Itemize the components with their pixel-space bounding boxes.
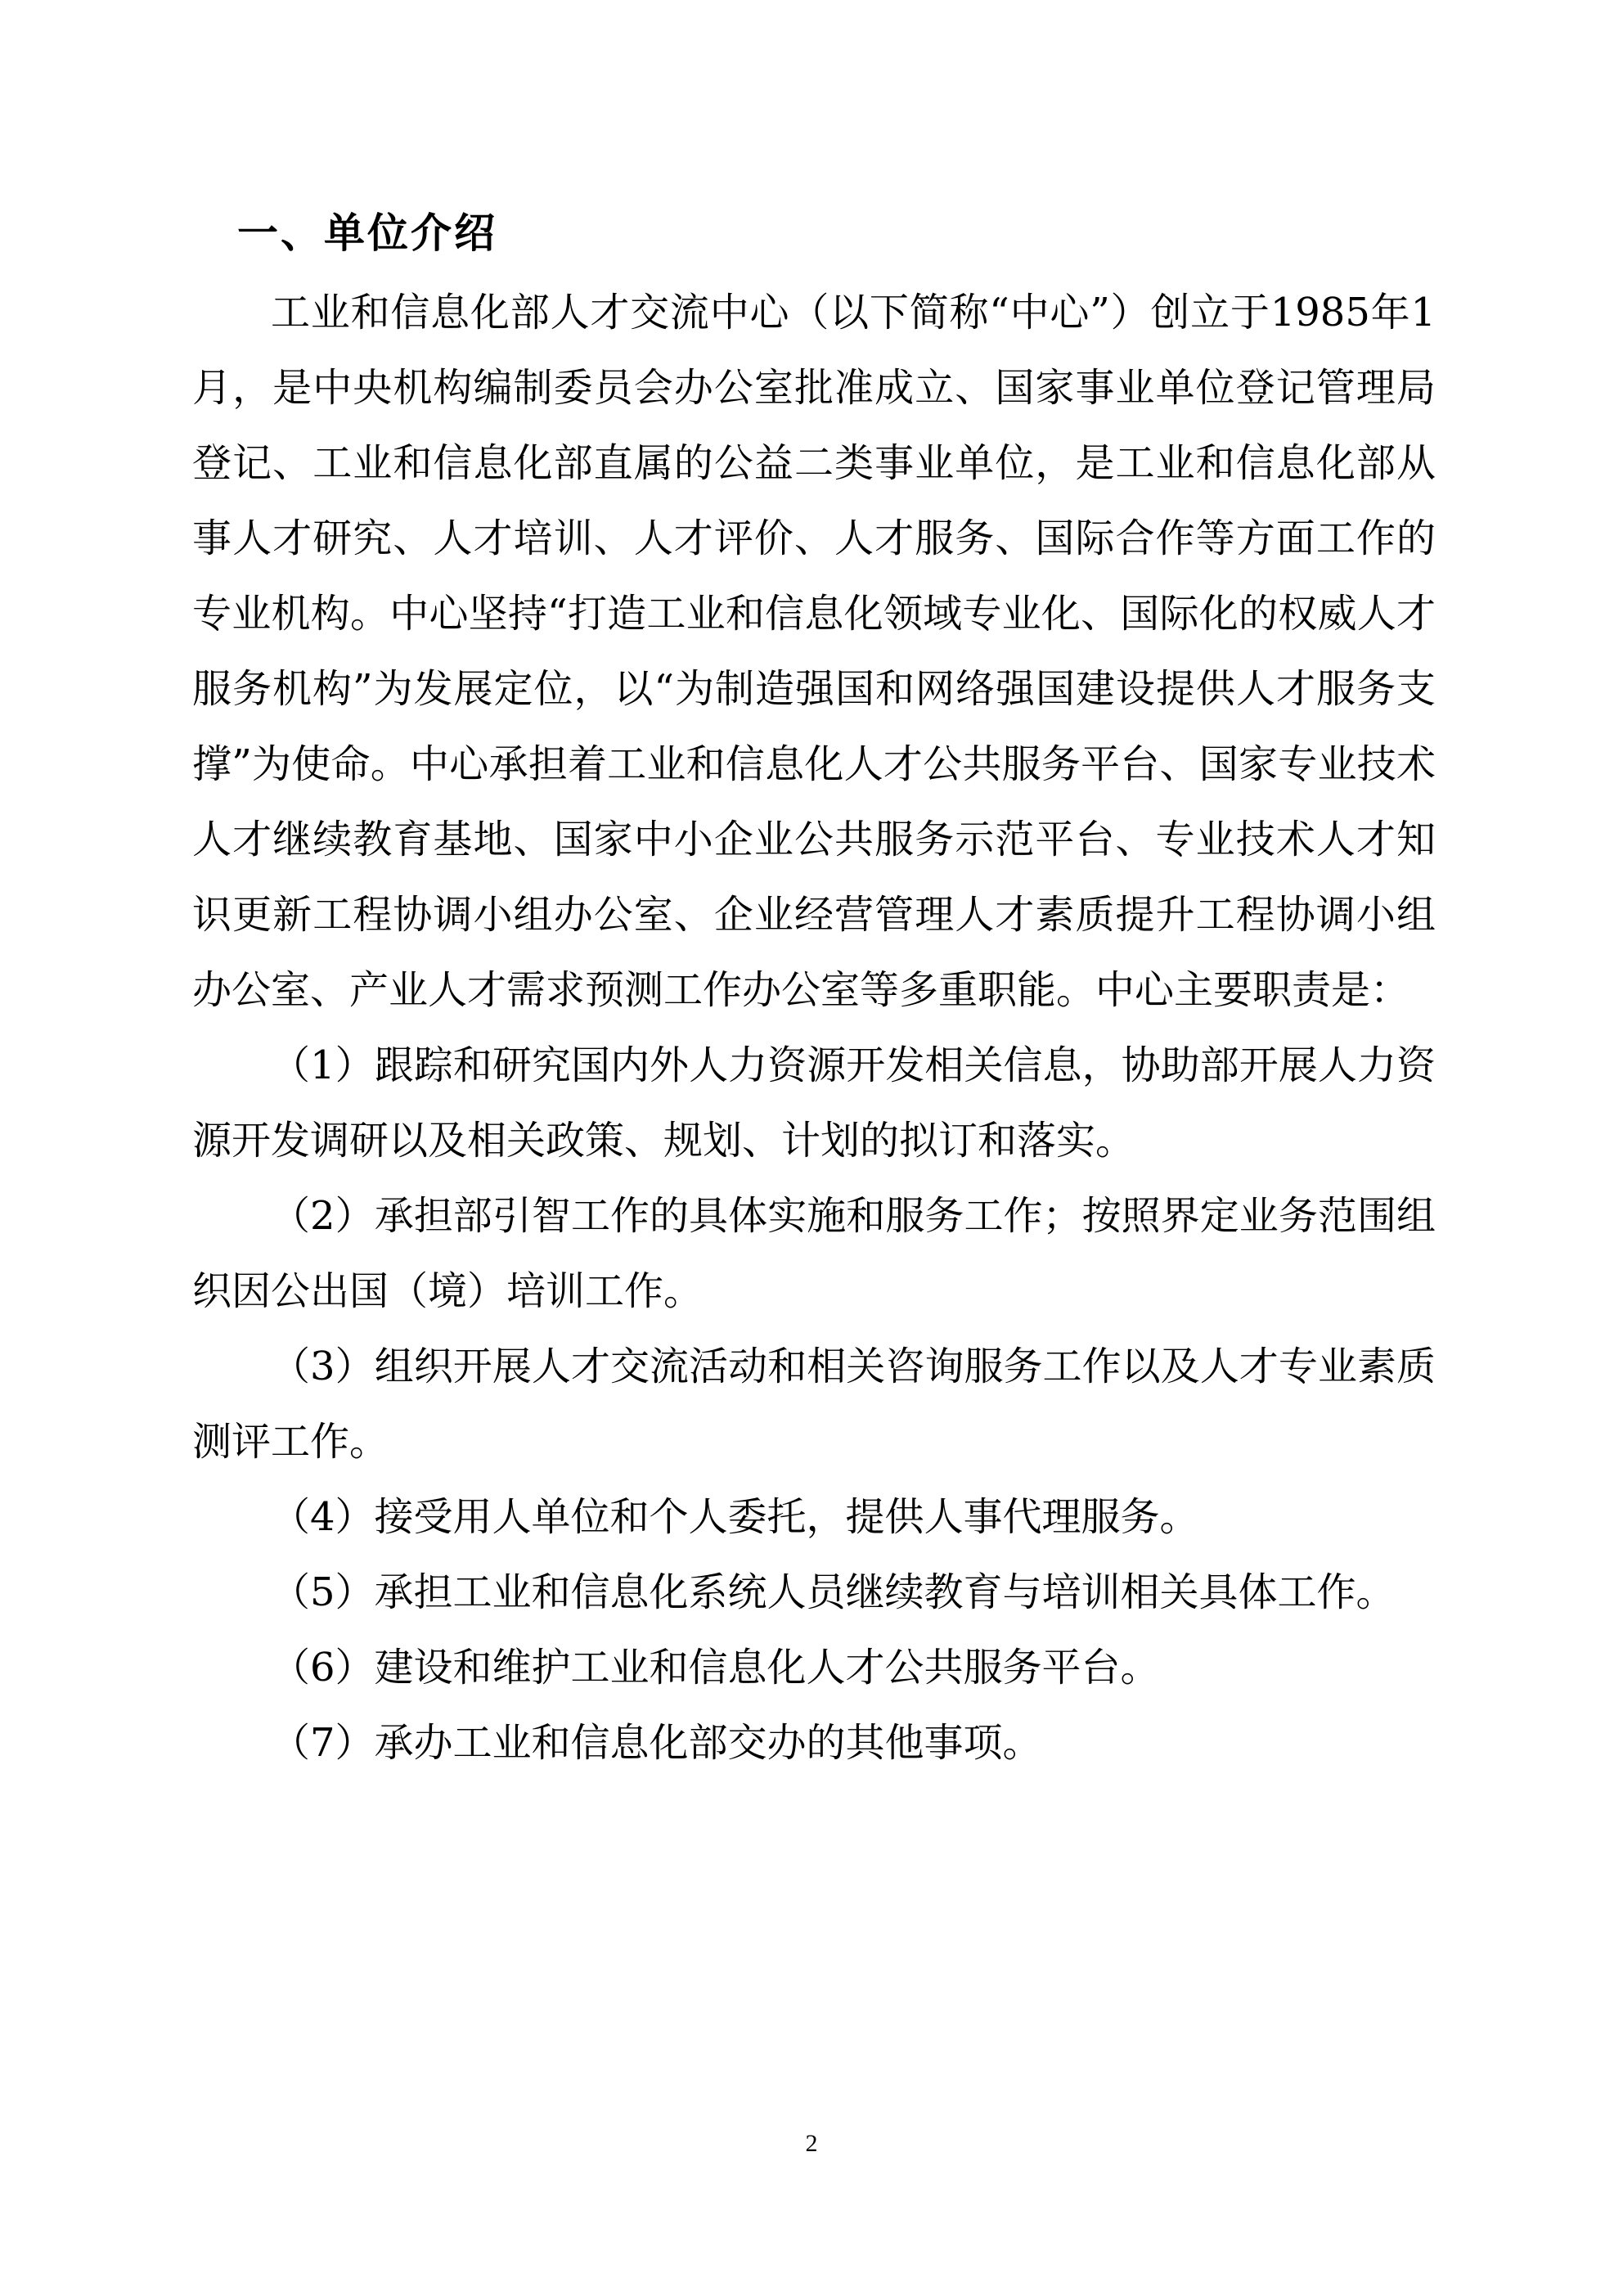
duty-item-4: （4）接受用人单位和个人委托，提供人事代理服务。 xyxy=(271,1494,1199,1540)
duty-item-7: （7）承办工业和信息化部交办的其他事项。 xyxy=(271,1720,1042,1766)
section-heading: 一、单位介绍 xyxy=(237,209,497,257)
page-number: 2 xyxy=(805,2130,818,2157)
body-text xyxy=(192,275,1436,1781)
duty-item-1: （1）跟踪和研究国内外人力资源开发相关信息，协助部开展人力资源开发调研以及相关政策、规划、计划的拟订和落实。 xyxy=(192,1042,1436,1164)
duty-item-3: （3）组织开展人才交流活动和相关咨询服务工作以及人才专业素质测评工作。 xyxy=(192,1344,1436,1465)
duty-item-2: （2）承担部引智工作的具体实施和服务工作；按照界定业务范围组织因公出国（境）培训工作。 xyxy=(192,1193,1436,1314)
duty-item-6: （6）建设和维护工业和信息化人才公共服务平台。 xyxy=(271,1645,1160,1690)
duty-item-5: （5）承担工业和信息化系统人员继续教育与培训相关具体工作。 xyxy=(271,1569,1396,1615)
intro-paragraph: 工业和信息化部人才交流中心（以下简称“中心”）创立于1985年1月，是中央机构编制委员会办公室批准成立、国家事业单位登记管理局登记、工业和信息化部直属的公益二类事业单位，是工业和信息化部从事人才研究、人才培训、人才评价、人才服务、国际合作等方面工作的专业机构。中心坚持“打造工业和信息化领域专业化、国际化的权威人才服务机构”为发展定位，以“为制造强国和网络强国建设提供人才服务支撑”为使命。中心承担着工业和信息化人才公共服务平台、国家专业技术人才继续教育基地、国家中小企业公共服务示范平台、专业技术人才知识更新工程协调小组办公室、企业经营管理人才素质提升工程协调小组办公室、产业人才需求预测工作办公室等多重职能。中心主要职责是： xyxy=(192,290,1436,1013)
